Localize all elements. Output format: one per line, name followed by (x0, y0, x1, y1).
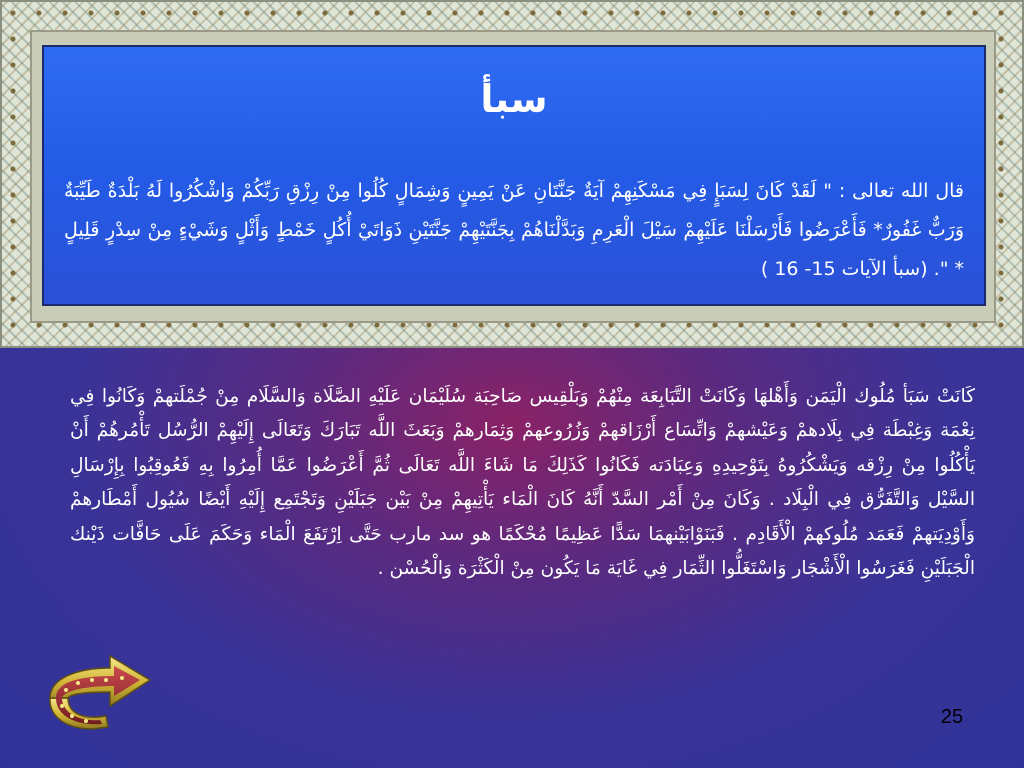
body-paragraph: كَانَتْ سَبَأ مُلُوك الْيَمَن وَأَهْلهَا وَكَانَتْ التَّبَابِعَة مِنْهُمْ وَبَلْقِيس صَاحِبَة سُلَيْمَان عَلَيْهِ الصَّلَاة وَالسَّلَام مِنْ جُمْلَتهمْ وَكَانُوا فِي نِعْمَة وَغِبْطَة فِي بِلَادهمْ وَعَيْشهمْ وَاتِّسَاع أَرْزَاقهمْ وَزُرُوعهمْ وَثِمَارهمْ وَبَعَثَ اللَّه تَبَارَكَ وَتَعَالَى إِلَيْهِمْ الرُّسُل تَأْمُرهُمْ أَنْ يَأْكُلُوا مِنْ رِزْقه وَيَشْكُرُوهُ بِتَوْحِيدِهِ وَعِبَادَته فَكَانُوا كَذَلِكَ مَا شَاءَ اللَّه تَعَالَى ثُمَّ أَعْرَضُوا عَمَّا أُمِرُوا بِهِ فَعُوقِبُوا بِإِرْسَالِ السَّيْل وَالتَّفَرُّق فِي الْبِلَاد . وَكَانَ مِنْ أَمْر السَّدّ أَنَّهُ كَانَ الْمَاء يَأْتِيهِمْ مِنْ بَيْن جَبَلَيْنِ وَتَجْتَمِع إِلَيْهِ أَيْضًا سُيُول أَمْطَارهمْ وَأَوْدِيَتهمْ فَعَمَد مُلُوكهمْ الْأَقَادِم . فَبَنَوْابَيْنهمَا سَدًّا عَظِيمًا مُحْكَمًا هو سد مارب حَتَّى اِرْتَفَعَ الْمَاء وَحَكَمَ عَلَى حَافَّات ذَيْنك الْجَبَلَيْنِ فَغَرَسُوا الْأَشْجَار وَاسْتَغَلُّوا الثِّمَار فِي غَايَة مَا يَكُون مِنْ الْكَثْرَة وَالْحُسْن . (70, 386, 975, 580)
ornamental-frame (0, 0, 1024, 348)
quran-quote (64, 172, 964, 289)
title-panel (42, 45, 986, 306)
slide-title: سبأ (480, 77, 548, 121)
quote-reference: (سبأ الآيات 15- 16 ) (760, 258, 934, 280)
page-number: 25 (940, 706, 964, 728)
quote-text: " لَقَدْ كَانَ لِسَبَإٍ فِي مَسْكَنِهِمْ آيَةٌ جَنَّتَانِ عَنْ يَمِينٍ وَشِمَالٍ كُلُوا مِنْ رِزْقِ رَبِّكُمْ وَاشْكُرُوا لَهُ بَلْدَةٌ طَيِّبَةٌ وَرَبٌّ غَفُورٌ* فَأَعْرَضُوا فَأَرْسَلْنَا عَلَيْهِمْ سَيْلَ الْعَرِمِ وَبَدَّلْنَاهُمْ بِجَنَّتَيْهِمْ جَنَّتَيْنِ ذَوَاتَيْ أُكُلٍ خَمْطٍ وَأَثْلٍ وَشَيْءٍ مِنْ سِدْرٍ قَلِيلٍ * ". (64, 180, 964, 280)
curved-arrow-back-icon (38, 650, 162, 736)
back-navigation-button[interactable] (38, 650, 162, 736)
quote-intro: قال الله تعالى : (838, 180, 964, 202)
